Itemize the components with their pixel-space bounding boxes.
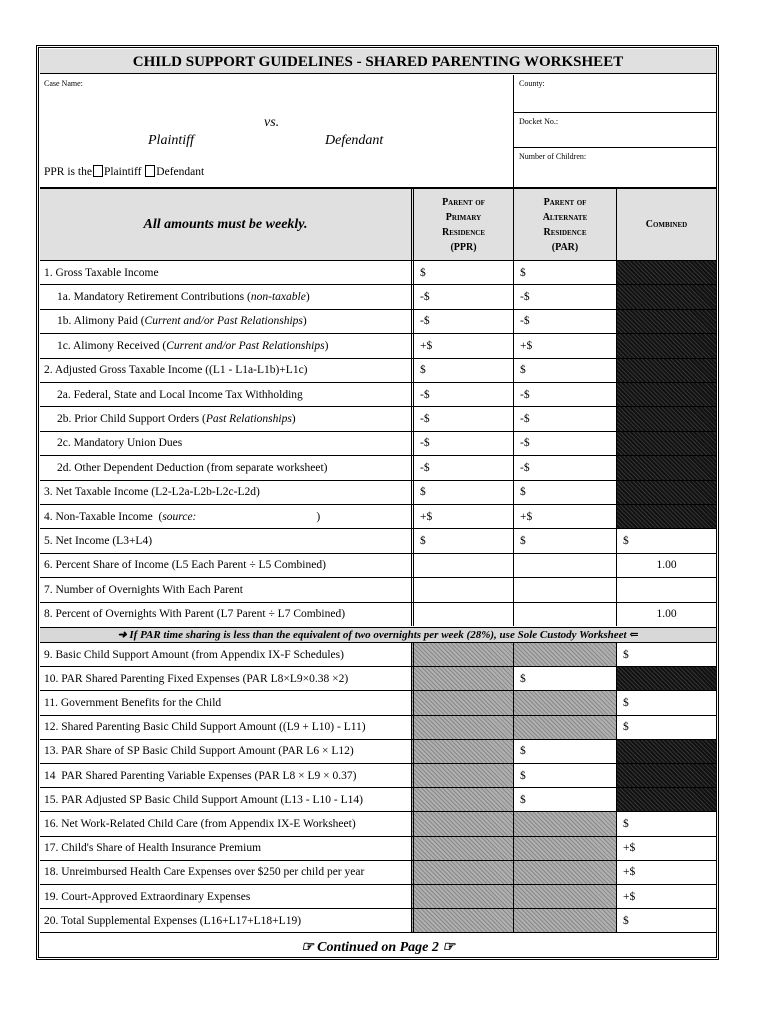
value-text: $ [420, 364, 426, 377]
row-label: 5. Net Income (L3+L4) [44, 535, 153, 548]
combined-value-cell [616, 505, 716, 528]
table-row [40, 309, 716, 333]
par-value-cell [513, 643, 616, 666]
value-text: $ [420, 266, 426, 279]
ppr-value-cell [411, 837, 513, 860]
value-text: -$ [420, 461, 430, 474]
combined-value-cell[interactable] [616, 837, 716, 860]
par-value-cell[interactable] [513, 334, 616, 357]
par-column-header: Parent of Alternate Residence (PAR) [513, 189, 616, 260]
table-row [40, 333, 716, 357]
par-value-cell[interactable] [513, 456, 616, 479]
value-text: -$ [420, 413, 430, 426]
combined-value-cell [616, 407, 716, 430]
table-row [40, 908, 716, 932]
ppr-plaintiff-checkbox[interactable] [93, 165, 103, 177]
case-info-section [40, 75, 716, 187]
value-text: $ [520, 266, 526, 279]
row-label: 1b. Alimony Paid ( Current and/or Past Relationships ) [57, 315, 307, 328]
table-row [40, 431, 716, 455]
ppr-value-cell [411, 667, 513, 690]
ppr-value-cell[interactable] [411, 310, 513, 333]
par-value-cell [513, 716, 616, 739]
par-value-cell[interactable] [513, 505, 616, 528]
combined-value-cell[interactable] [616, 812, 716, 835]
combined-value-cell [616, 310, 716, 333]
ppr-value-cell[interactable] [411, 481, 513, 504]
table-row [40, 553, 716, 577]
value-text: $ [623, 721, 629, 734]
value-text: +$ [623, 890, 636, 903]
combined-value-cell [616, 456, 716, 479]
combined-value-cell [616, 261, 716, 284]
table-row [40, 715, 716, 739]
value-text: +$ [420, 339, 433, 352]
par-value-cell[interactable] [513, 603, 616, 626]
ppr-value-cell [411, 885, 513, 908]
value-text: -$ [420, 315, 430, 328]
ppr-value-cell[interactable] [411, 261, 513, 284]
par-value-cell[interactable] [513, 432, 616, 455]
table-row [40, 860, 716, 884]
value-text: -$ [420, 291, 430, 304]
value-text: -$ [520, 413, 530, 426]
county-label: County: [519, 79, 545, 88]
ppr-value-cell[interactable] [411, 505, 513, 528]
combined-value-cell [616, 667, 716, 690]
table-row [40, 284, 716, 308]
combined-value-cell [616, 764, 716, 787]
par-value-cell [513, 812, 616, 835]
row-label: 8. Percent of Overnights With Parent (L7 Parent ÷ L7 Combined) [44, 608, 346, 621]
ppr-value-cell [411, 716, 513, 739]
table-row [40, 811, 716, 835]
value-text: +$ [623, 866, 636, 879]
table-row [40, 455, 716, 479]
par-value-cell [513, 691, 616, 714]
combined-value-cell [616, 285, 716, 308]
row-label: 14 PAR Shared Parenting Variable Expenses (PAR L8 × L9 × 0.37) [44, 769, 357, 782]
row-label: 2a. Federal, State and Local Income Tax Withholding [57, 388, 303, 401]
table-row [40, 602, 716, 626]
ppr-value-cell [411, 909, 513, 932]
combined-value-cell [616, 359, 716, 382]
combined-value-cell [616, 740, 716, 763]
value-text: +$ [420, 510, 433, 523]
combined-value-cell[interactable] [616, 554, 716, 577]
ppr-value-cell[interactable] [411, 554, 513, 577]
value-text: $ [420, 535, 426, 548]
row-label: 11. Government Benefits for the Child [44, 696, 222, 709]
par-value-cell [513, 909, 616, 932]
value-text: -$ [520, 315, 530, 328]
ppr-is-the-label: PPR is the [44, 166, 92, 178]
table-row [40, 763, 716, 787]
table-row [40, 382, 716, 406]
row-label: 1a. Mandatory Retirement Contributions ( non-taxable ) [57, 291, 310, 304]
ppr-value-cell[interactable] [411, 432, 513, 455]
plaintiff-label: Plaintiff [148, 133, 194, 148]
combined-value-cell [616, 334, 716, 357]
row-label: 2d. Other Dependent Deduction (from separate worksheet) [57, 461, 328, 474]
value-text: -$ [520, 291, 530, 304]
par-value-cell [513, 861, 616, 884]
row-label: 2b. Prior Child Support Orders ( Past Relationships ) [57, 413, 296, 426]
case-name-label: Case Name: [44, 79, 83, 88]
value-text: $ [623, 817, 629, 830]
combined-value-cell [616, 481, 716, 504]
table-row [40, 577, 716, 601]
par-value-cell[interactable] [513, 407, 616, 430]
value-text: $ [623, 648, 629, 661]
ppr-value-cell[interactable] [411, 578, 513, 601]
value-text: +$ [520, 339, 533, 352]
combined-column-header: Combined [616, 189, 716, 260]
ppr-selector [44, 165, 204, 178]
combined-value-cell[interactable] [616, 885, 716, 908]
row-label: 2. Adjusted Gross Taxable Income ((L1 - L1a-L1b)+L1c) [44, 364, 308, 377]
table-row [40, 739, 716, 763]
children-label: Number of Children: [519, 152, 587, 161]
table-row [40, 884, 716, 908]
par-value-cell[interactable] [513, 261, 616, 284]
value-text: $ [420, 486, 426, 499]
row-label: 18. Unreimbursed Health Care Expenses over $250 per child per year [44, 866, 365, 879]
combined-value-cell[interactable] [616, 909, 716, 932]
row-label: 9. Basic Child Support Amount (from Appendix IX-F Schedules) [44, 648, 344, 661]
row-label: 13. PAR Share of SP Basic Child Support Amount (PAR L6 × L12) [44, 745, 354, 758]
value-text: +$ [520, 510, 533, 523]
value-text: $ [623, 914, 629, 927]
ppr-value-cell [411, 691, 513, 714]
value-text: $ [520, 486, 526, 499]
ppr-value-cell [411, 643, 513, 666]
ppr-value-cell[interactable] [411, 603, 513, 626]
par-value-cell[interactable] [513, 554, 616, 577]
par-value-cell[interactable] [513, 383, 616, 406]
row-label: 4. Non-Taxable Income ( source: ) [44, 510, 321, 523]
row-label: 1. Gross Taxable Income [44, 266, 159, 279]
value-text: $ [520, 672, 526, 685]
table-row [40, 504, 716, 528]
par-value-cell[interactable] [513, 481, 616, 504]
value-text: $ [520, 769, 526, 782]
column-header-row [40, 187, 716, 260]
vs-label: vs. [264, 115, 280, 130]
combined-value-cell[interactable] [616, 691, 716, 714]
combined-value-cell [616, 383, 716, 406]
table-row [40, 358, 716, 382]
ppr-value-cell[interactable] [411, 407, 513, 430]
table-row [40, 666, 716, 690]
row-label: 7. Number of Overnights With Each Parent [44, 583, 243, 596]
par-value-cell [513, 885, 616, 908]
row-label: 17. Child's Share of Health Insurance Premium [44, 842, 262, 855]
ppr-value-cell [411, 788, 513, 811]
row-label: 20. Total Supplemental Expenses (L16+L17+L18+L19) [44, 914, 302, 927]
row-label: 3. Net Taxable Income (L2-L2a-L2b-L2c-L2d) [44, 486, 260, 499]
value-text: -$ [420, 388, 430, 401]
row-label: 1c. Alimony Received ( Current and/or Past Relationships ) [57, 339, 329, 352]
combined-value-cell[interactable] [616, 603, 716, 626]
ppr-value-cell [411, 812, 513, 835]
par-value-cell[interactable] [513, 310, 616, 333]
value-text: $ [623, 696, 629, 709]
value-text: $ [520, 535, 526, 548]
ppr-defendant-checkbox[interactable] [145, 165, 155, 177]
par-value-cell[interactable] [513, 359, 616, 382]
ppr-value-cell[interactable] [411, 456, 513, 479]
row-label: 10. PAR Shared Parenting Fixed Expenses (PAR L8×L9×0.38 ×2) [44, 672, 349, 685]
par-value-cell [513, 837, 616, 860]
row-label: 2c. Mandatory Union Dues [57, 437, 183, 450]
table-row [40, 690, 716, 714]
value-text: -$ [520, 388, 530, 401]
ppr-value-cell[interactable] [411, 383, 513, 406]
row-label: 19. Court-Approved Extraordinary Expenses [44, 890, 251, 903]
ppr-value-cell [411, 861, 513, 884]
table-row [40, 787, 716, 811]
combined-value-cell[interactable] [616, 861, 716, 884]
par-value-cell[interactable] [513, 667, 616, 690]
table-row [40, 836, 716, 860]
row-label: 6. Percent Share of Income (L5 Each Parent ÷ L5 Combined) [44, 559, 326, 572]
combined-value-cell[interactable] [616, 529, 716, 552]
value-text: $ [520, 793, 526, 806]
ppr-value-cell[interactable] [411, 334, 513, 357]
worksheet-title: CHILD SUPPORT GUIDELINES - SHARED PARENTING WORKSHEET [40, 49, 716, 74]
value-text: $ [623, 535, 629, 548]
ppr-column-header: Parent of Primary Residence (PPR) [411, 189, 513, 260]
value-text: -$ [520, 437, 530, 450]
row-label: 15. PAR Adjusted SP Basic Child Support Amount (L13 - L10 - L14) [44, 793, 363, 806]
combined-value-cell [616, 432, 716, 455]
value-text: $ [520, 745, 526, 758]
combined-value-cell[interactable] [616, 578, 716, 601]
combined-value-cell[interactable] [616, 643, 716, 666]
table-row [40, 406, 716, 430]
docket-label: Docket No.: [519, 117, 559, 126]
weekly-note: All amounts must be weekly. [143, 217, 308, 232]
ppr-value-cell[interactable] [411, 359, 513, 382]
value-text: +$ [623, 842, 636, 855]
row-label: 12. Shared Parenting Basic Child Support Amount ((L9 + L10) - L11) [44, 721, 366, 734]
combined-value-cell [616, 788, 716, 811]
table-row [40, 642, 716, 666]
ppr-defendant-label: Defendant [156, 166, 205, 178]
row-label: 16. Net Work-Related Child Care (from Appendix IX-E Worksheet) [44, 817, 356, 830]
par-value-cell[interactable] [513, 285, 616, 308]
par-value-cell[interactable] [513, 529, 616, 552]
value-text: -$ [420, 437, 430, 450]
par-value-cell[interactable] [513, 788, 616, 811]
value-text: -$ [520, 461, 530, 474]
par-value-cell[interactable] [513, 578, 616, 601]
value-text: 1.00 [656, 608, 677, 621]
value-text: $ [520, 364, 526, 377]
ppr-value-cell [411, 740, 513, 763]
table-row [40, 260, 716, 284]
par-value-cell[interactable] [513, 740, 616, 763]
table-row [40, 528, 716, 552]
sole-custody-note: ➜ If PAR time sharing is less than the equivalent of two overnights per week (28%), use Sole Custody Worksheet ⇐ [40, 627, 716, 642]
defendant-label: Defendant [325, 133, 384, 148]
ppr-plaintiff-label: Plaintiff [103, 166, 142, 178]
value-text: 1.00 [656, 559, 677, 572]
ppr-value-cell[interactable] [411, 285, 513, 308]
continued-footer: ☞ Continued on Page 2 ☞ [40, 932, 716, 958]
ppr-value-cell [411, 764, 513, 787]
ppr-value-cell[interactable] [411, 529, 513, 552]
table-row [40, 480, 716, 504]
par-value-cell[interactable] [513, 764, 616, 787]
combined-value-cell[interactable] [616, 716, 716, 739]
